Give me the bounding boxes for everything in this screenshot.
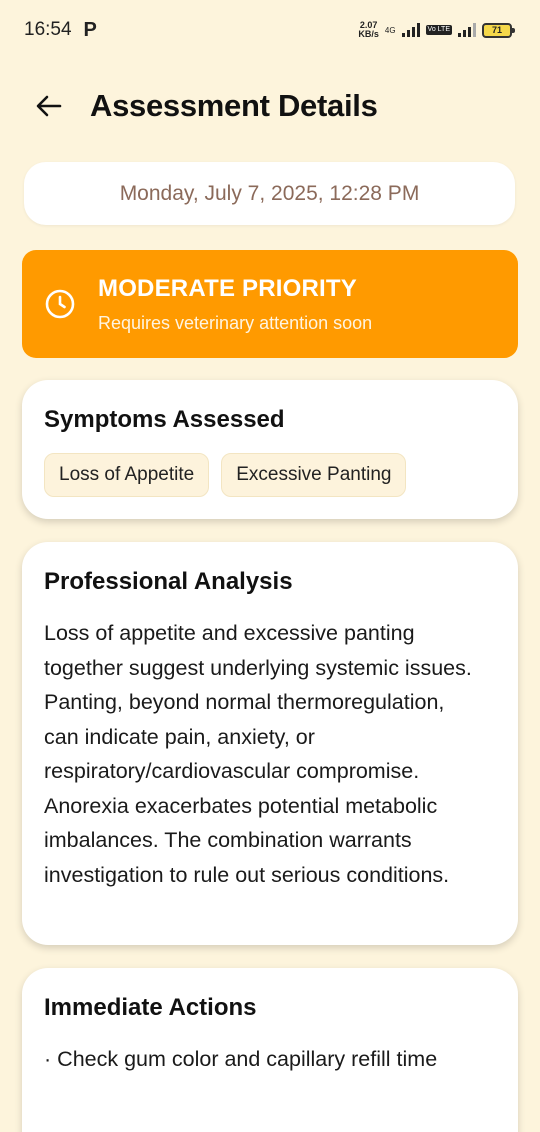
volte-icon: Vo LTE — [427, 26, 450, 33]
symptom-chip: Excessive Panting — [221, 453, 406, 497]
analysis-title: Professional Analysis — [44, 568, 293, 595]
actions-card — [22, 968, 518, 1132]
date-card — [24, 162, 515, 225]
back-button[interactable] — [34, 91, 64, 121]
network-speed-unit: KB/s — [358, 29, 379, 39]
symptoms-title: Symptoms Assessed — [44, 406, 285, 433]
header — [34, 88, 378, 124]
battery-icon — [482, 23, 512, 38]
network-type-label: 4G — [384, 25, 396, 35]
priority-text — [98, 275, 372, 334]
analysis-card — [22, 542, 518, 945]
symptom-chip: Loss of Appetite — [44, 453, 209, 497]
action-list — [44, 1042, 484, 1077]
signal-strength-icon-2 — [458, 23, 476, 37]
status-left — [24, 19, 97, 42]
analysis-text: Loss of appetite and excessive panting together suggest underlying systemic issues. Panting, beyond normal thermoregulation, can indicate pain, anxiety, or respiratory/cardiovascular compromise. Anorexia exacerbates potential metabolic imbalances. The combination warrants investigation to rule out serious conditions. — [44, 621, 472, 887]
actions-title: Immediate Actions — [44, 994, 257, 1021]
assessment-datetime: Monday, July 7, 2025, 12:28 PM — [119, 181, 420, 205]
network-speed-value: 2.07 — [359, 20, 378, 30]
list-item — [44, 1042, 484, 1077]
arrow-left-icon — [36, 95, 62, 117]
action-item-text: Check gum color and capillary refill time — [57, 1047, 438, 1071]
page-title: Assessment Details — [90, 88, 378, 123]
status-bar — [0, 0, 540, 60]
priority-title: MODERATE PRIORITY — [98, 274, 357, 302]
symptoms-card — [22, 380, 518, 519]
clock-icon — [44, 288, 76, 320]
priority-banner — [22, 250, 518, 358]
battery-level: 71 — [491, 25, 502, 35]
parking-notification-icon: P — [83, 18, 97, 41]
status-time: 16:54 — [24, 19, 72, 40]
bullet-icon: · — [44, 1047, 52, 1071]
priority-subtitle: Requires veterinary attention soon — [98, 312, 373, 333]
signal-strength-icon — [402, 23, 420, 37]
symptom-chips — [44, 453, 406, 497]
network-speed — [358, 21, 379, 39]
status-right — [358, 21, 512, 39]
